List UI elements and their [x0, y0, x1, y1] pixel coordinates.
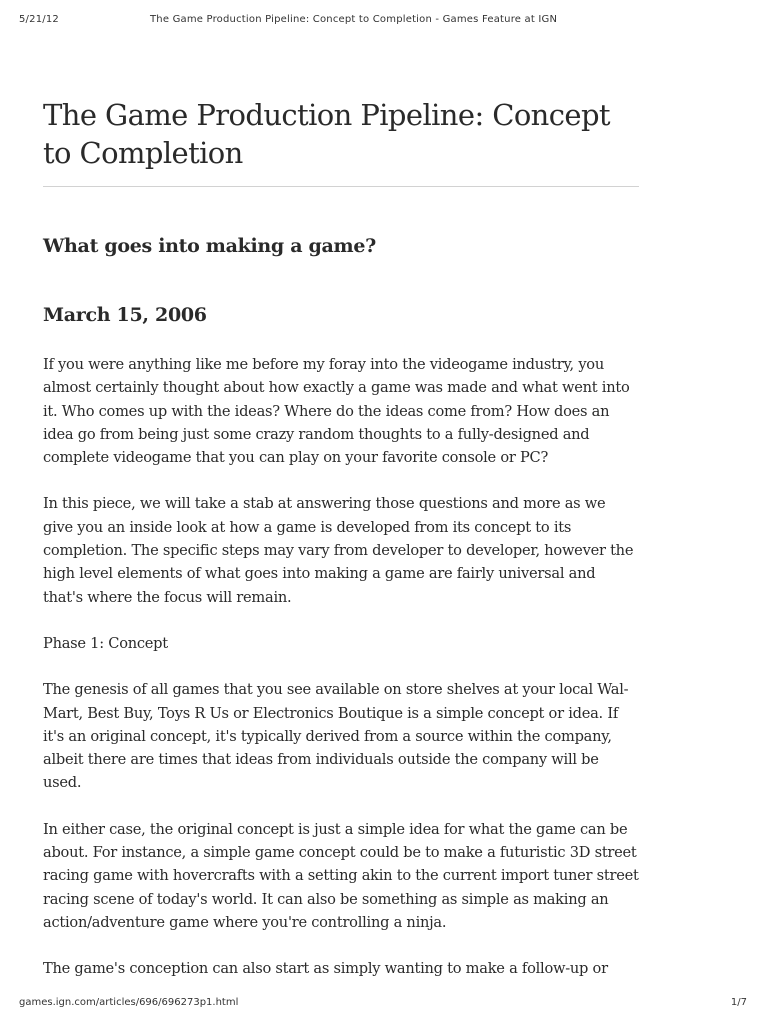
paragraph: In either case, the original concept is just a simple idea for what the game can be about. For instance, a simple game concept could be to make a futuristic 3D street racing game with hovercrafts with a setting akin to the current import tuner street racing scene of today's world. It can also be something as simple as making an action/adventure game where you're controlling a ninja.: [43, 820, 639, 931]
print-document-title: The Game Production Pipeline: Concept to Completion - Games Feature at IGN: [150, 14, 558, 25]
section-heading: Phase 1: Concept: [43, 634, 168, 652]
print-url: games.ign.com/articles/696/696273p1.html: [19, 997, 239, 1008]
print-date: 5/21/12: [19, 14, 59, 25]
article: [43, 96, 639, 1004]
article-body: [43, 353, 639, 981]
paragraph: If you were anything like me before my foray into the videogame industry, you almost certainly thought about how exactly a game was made and what went into it. Who comes up with the ideas? Where do the ideas come from? How does an idea go from being just some crazy random thoughts to a fully-designed and complete videogame that you can play on your favorite console or PC?: [43, 356, 630, 467]
paragraph: The genesis of all games that you see available on store shelves at your local Wal-Mart, Best Buy, Toys R Us or Electronics Boutique is a simple concept or idea. If it's an original concept, it's typically derived from a source within the company, albeit there are times that ideas from individuals outside the company will be used.: [43, 681, 629, 792]
paragraph: The game's conception can also start as simply wanting to make a follow-up or: [43, 960, 608, 978]
article-title: The Game Production Pipeline: Concept to Completion: [43, 98, 610, 170]
print-header: [19, 14, 749, 28]
title-divider: [43, 186, 639, 187]
article-subtitle: What goes into making a game?: [43, 235, 376, 257]
paragraph: In this piece, we will take a stab at answering those questions and more as we give you an inside look at how a game is developed from its concept to its completion. The specific steps may vary from developer to developer, however the high level elements of what goes into making a game are fairly universal and that's where the focus will remain.: [43, 495, 634, 606]
page-number: 1/7: [730, 997, 747, 1008]
print-footer: [19, 997, 749, 1011]
article-date: March 15, 2006: [43, 304, 207, 326]
